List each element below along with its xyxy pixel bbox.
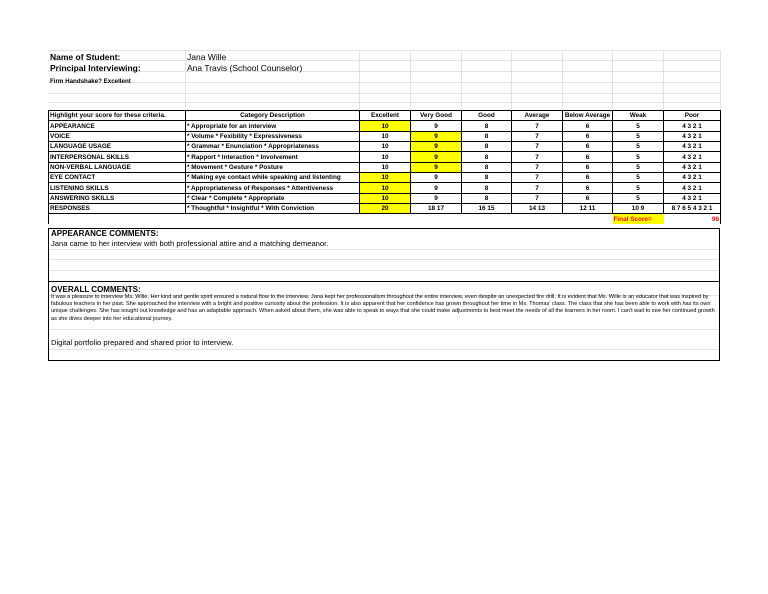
score-cell[interactable]: 8 [462, 162, 512, 172]
header-criteria: Highlight your score for these criteria. [49, 111, 186, 121]
score-cell[interactable]: 6 [563, 142, 613, 152]
description-cell: * Making eye contact while speaking and listenting [186, 173, 360, 183]
score-cell[interactable]: 6 [563, 162, 613, 172]
description-cell: * Thoughtful * Insightful * With Conviction [186, 204, 360, 214]
score-cell[interactable]: 5 [613, 173, 664, 183]
student-name-label: Name of Student: [50, 52, 121, 62]
score-cell[interactable]: 7 [512, 121, 563, 131]
score-cell[interactable]: 10 [360, 142, 411, 152]
score-cell[interactable]: 6 [563, 121, 613, 131]
appearance-comments-box [48, 228, 720, 282]
principal-label: Principal Interviewing: [50, 63, 141, 73]
score-cell[interactable]: 8 [462, 131, 512, 141]
score-cell[interactable]: 5 [613, 142, 664, 152]
score-cell[interactable]: 4 3 2 1 [664, 131, 721, 141]
overall-comments-text: It was a pleasure to interview Ms. Wille. Her kind and gentle spirit ensured a natural flow to the interview. Jana kept her professionalism throughout the entire interview, even despite an unexpected fire drill. It is evident that Ms. Wille is an educator that was inspired by fabulous teachers in her past. She approached the interview with a bright and positive curiosity about the profession. It is also apparent that her confidence has grown throughout her time in Ms. Thomas' class. The class that she has been able to work with has its own unique challenges. She has sought out knowledge and has an adaptable approach. When asked about them, she was able to speak to ways that she could make adjustments to best meet the needs of all the learners in her room. I can't wait to see her continued growth as she dives deeper into her educational journey. [51, 294, 715, 322]
score-cell[interactable]: 6 [563, 152, 613, 162]
score-cell[interactable]: 10 [360, 152, 411, 162]
score-cell[interactable]: 4 3 2 1 [664, 152, 721, 162]
score-table [48, 110, 721, 224]
principal-value: Ana Travis (School Counselor) [187, 63, 303, 73]
score-cell[interactable]: 4 3 2 1 [664, 142, 721, 152]
header-excellent: Excellent [360, 111, 411, 121]
score-cell[interactable]: 5 [613, 131, 664, 141]
header-average: Average [512, 111, 563, 121]
table-row [49, 131, 721, 141]
table-row [49, 121, 721, 131]
score-cell[interactable]: 6 [563, 183, 613, 193]
selected-score-cell[interactable]: 10 [360, 193, 411, 203]
score-cell[interactable]: 6 [563, 193, 613, 203]
description-cell: * Volume * Fexibility * Expressiveness [186, 131, 360, 141]
score-cell[interactable]: 8 7 6 5 4 3 2 1 [664, 204, 721, 214]
criteria-cell: INTERPERSONAL SKILLS [49, 152, 186, 162]
description-cell: * Rapport * Interaction * Involvement [186, 152, 360, 162]
header-weak: Weak [613, 111, 664, 121]
score-cell[interactable]: 14 13 [512, 204, 563, 214]
score-cell[interactable]: 4 3 2 1 [664, 183, 721, 193]
criteria-cell: ANSWERING SKILLS [49, 193, 186, 203]
score-cell[interactable]: 16 15 [462, 204, 512, 214]
criteria-cell: EYE CONTACT [49, 173, 186, 183]
score-cell[interactable]: 9 [411, 183, 462, 193]
score-cell[interactable]: 18 17 [411, 204, 462, 214]
selected-score-cell[interactable]: 10 [360, 173, 411, 183]
score-cell[interactable]: 4 3 2 1 [664, 173, 721, 183]
table-row [49, 173, 721, 183]
description-cell: * Clear * Complete * Appropriate [186, 193, 360, 203]
criteria-cell: LISTENING SKILLS [49, 183, 186, 193]
appearance-comments-title: APPEARANCE COMMENTS: [51, 229, 159, 238]
score-cell[interactable]: 4 3 2 1 [664, 162, 721, 172]
selected-score-cell[interactable]: 9 [411, 131, 462, 141]
description-cell: * Appropriateness of Responses * Attentiveness [186, 183, 360, 193]
score-cell[interactable]: 5 [613, 193, 664, 203]
criteria-cell: RESPONSES [49, 204, 186, 214]
score-cell[interactable]: 7 [512, 131, 563, 141]
score-cell[interactable]: 7 [512, 193, 563, 203]
table-row [49, 204, 721, 214]
score-cell[interactable]: 9 [411, 193, 462, 203]
score-cell[interactable]: 12 11 [563, 204, 613, 214]
description-cell: * Movement * Gesture * Posture [186, 162, 360, 172]
handshake-text: Firm Handshake? Excellent [50, 78, 131, 85]
table-row [49, 193, 721, 203]
score-cell[interactable]: 4 3 2 1 [664, 193, 721, 203]
selected-score-cell[interactable]: 9 [411, 162, 462, 172]
score-cell[interactable]: 10 [360, 162, 411, 172]
selected-score-cell[interactable]: 20 [360, 204, 411, 214]
score-cell[interactable]: 7 [512, 162, 563, 172]
score-cell[interactable]: 8 [462, 183, 512, 193]
score-cell[interactable]: 5 [613, 152, 664, 162]
score-cell[interactable]: 8 [462, 142, 512, 152]
table-row [49, 152, 721, 162]
header-good: Good [462, 111, 512, 121]
score-cell[interactable]: 5 [613, 121, 664, 131]
score-cell[interactable]: 4 3 2 1 [664, 121, 721, 131]
score-cell[interactable]: 10 [360, 131, 411, 141]
score-cell[interactable]: 7 [512, 152, 563, 162]
description-cell: * Grammar * Enunciation * Appropriateness [186, 142, 360, 152]
appearance-comments-text: Jana came to her interview with both professional attire and a matching demeanor. [51, 239, 329, 248]
final-score-row [49, 214, 721, 224]
header-description: Category Description [186, 111, 360, 121]
score-cell[interactable]: 10 9 [613, 204, 664, 214]
score-cell[interactable]: 6 [563, 131, 613, 141]
table-row [49, 183, 721, 193]
score-cell[interactable]: 8 [462, 152, 512, 162]
header-poor: Poor [664, 111, 721, 121]
score-cell[interactable]: 6 [563, 173, 613, 183]
selected-score-cell[interactable]: 10 [360, 183, 411, 193]
criteria-cell: VOICE [49, 131, 186, 141]
overall-comments-box [48, 282, 720, 361]
score-cell[interactable]: 8 [462, 121, 512, 131]
selected-score-cell[interactable]: 9 [411, 152, 462, 162]
score-cell[interactable]: 7 [512, 183, 563, 193]
score-cell[interactable]: 7 [512, 142, 563, 152]
selected-score-cell[interactable]: 9 [411, 142, 462, 152]
table-row [49, 142, 721, 152]
criteria-cell: APPEARANCE [49, 121, 186, 131]
score-cell[interactable]: 9 [411, 121, 462, 131]
student-name-value: Jana Wille [187, 52, 227, 62]
score-cell[interactable]: 5 [613, 183, 664, 193]
table-header-row [49, 111, 721, 121]
final-score-label: Final Score= [613, 214, 664, 224]
header-very-good: Very Good [411, 111, 462, 121]
overall-comments-title: OVERALL COMMENTS: [51, 285, 141, 294]
score-cell[interactable]: 5 [613, 162, 664, 172]
portfolio-note: Digital portfolio prepared and shared prior to interview. [51, 338, 234, 347]
selected-score-cell[interactable]: 10 [360, 121, 411, 131]
criteria-cell: LANGUAGE USAGE [49, 142, 186, 152]
score-cell[interactable]: 9 [411, 173, 462, 183]
final-score-value: 96 [664, 214, 721, 224]
score-cell[interactable]: 8 [462, 173, 512, 183]
table-row [49, 162, 721, 172]
score-cell[interactable]: 8 [462, 193, 512, 203]
score-cell[interactable]: 7 [512, 173, 563, 183]
description-cell: * Appropriate for an interview [186, 121, 360, 131]
header-below-average: Below Average [563, 111, 613, 121]
criteria-cell: NON-VERBAL LANGUAGE [49, 162, 186, 172]
